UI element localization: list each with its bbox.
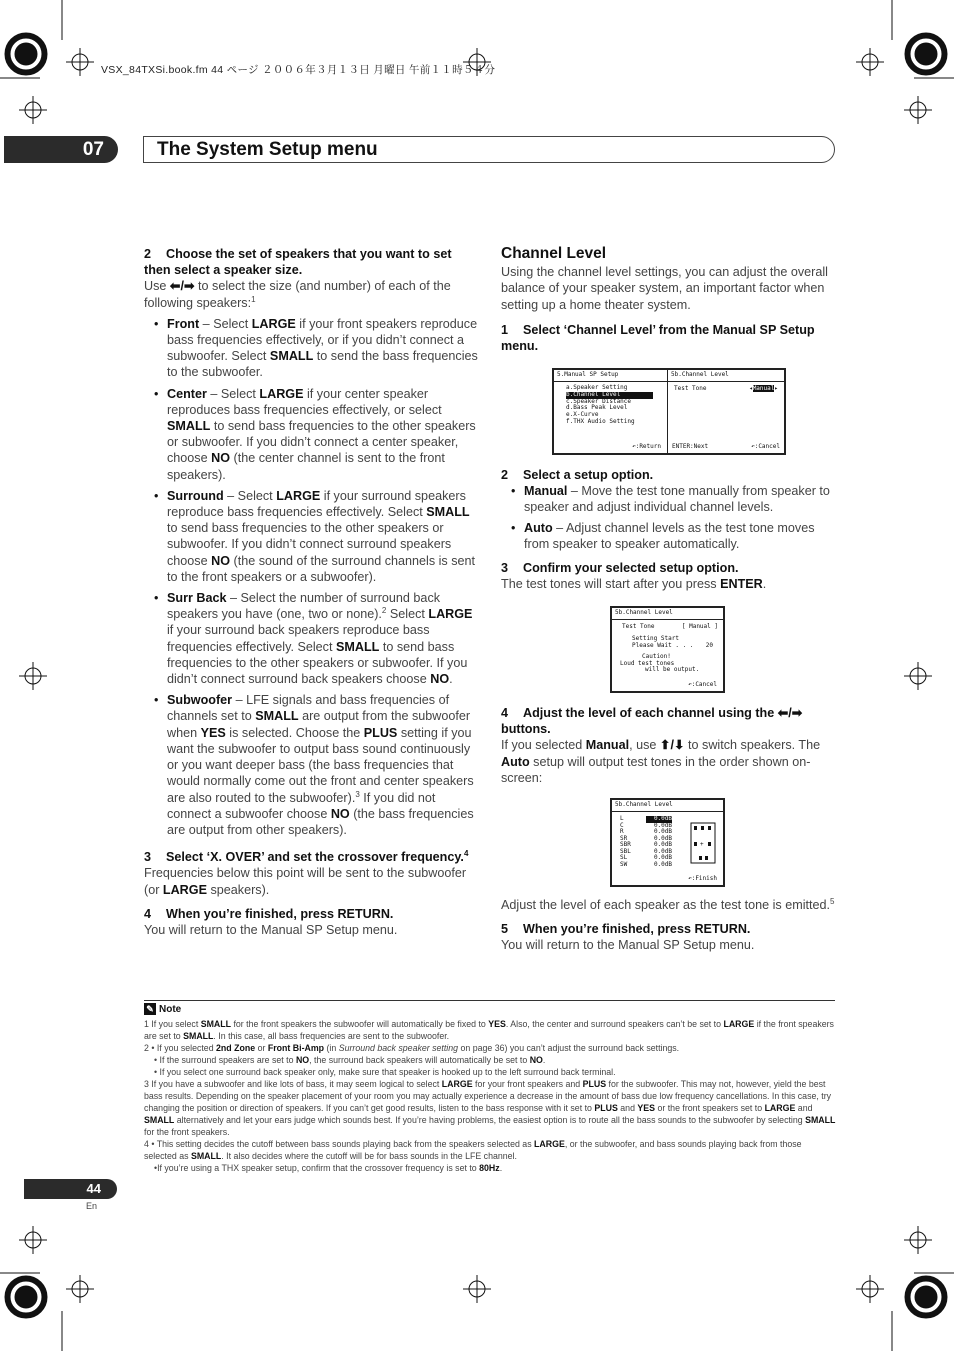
channel-name: SBR [620, 841, 631, 848]
channel-level-value: 0.0dB [653, 860, 672, 868]
step-5-body: You will return to the Manual SP Setup menu. [501, 938, 755, 953]
footnote-1: 1 If you select SMALL for the front speakers the subwoofer will automatically be fixed to YES. Also, the center and surround speakers can’t be set to LARGE if the front speakers are set to SMALL. In this case, all bass frequencies are sent to the subwoofer. [144, 1019, 834, 1041]
registration-starburst-top-left [5, 33, 47, 75]
adjust-paragraph: Adjust the level of each speaker as the test tone is emitted.$^5$ [501, 896, 835, 912]
chapter-title: The System Setup menu [143, 136, 835, 163]
osd-finish: ↶:Finish [688, 875, 717, 882]
channel-name: SBL [620, 847, 631, 855]
osd-channel-level-adjust [610, 798, 725, 887]
osd-cancel: ↶:Cancel [688, 681, 717, 688]
note-icon: ✎ [144, 1003, 156, 1015]
list-item-manual: • Manual – Move the test tone manually from speaker to speaker and adjust individual channel levels. [501, 483, 835, 515]
osd-message [612, 630, 723, 649]
osd-text: Setting Start [632, 635, 679, 642]
list-item-auto: • Auto – Adjust channel levels as the test tone moves from speaker to speaker automatically. [501, 520, 835, 552]
registration-starburst-bottom-right [905, 1276, 947, 1318]
list-item-center: • Center – Select LARGE if your center speaker reproduces bass frequencies effectively, or select SMALL to send bass frequencies to the other speakers or subwoofer. If you didn’t connect a center speaker, choose NO (the center channel is sent to the front speakers). [144, 386, 478, 483]
osd-return: ↶:Return [632, 443, 661, 450]
channel-name: C [620, 821, 624, 829]
step-3-body: Frequencies below this point will be sent to the subwoofer (or LARGE speakers). [144, 866, 467, 897]
osd-menu-item-selected: b.Channel Level [566, 392, 653, 399]
osd-channel-level-start [610, 606, 725, 693]
step-2-heading: 2 Select a setup option. [501, 468, 654, 482]
osd-title: 5b.Channel Level [612, 800, 723, 812]
arrow-up-down-icon: ⬆/⬇ [659, 738, 685, 753]
footnote-4a: 4 • This setting decides the cutoff between bass sounds playing back from the speakers selected as LARGE, or the subwoofer, and bass sounds playing back from those selected as SMALL. It also decides where the cutoff will be for bass sounds in the LFE channel. [144, 1139, 802, 1161]
return-icon: ↶ [751, 443, 755, 450]
channel-name: L [620, 815, 624, 822]
footnote-2c: • If you select one surround back speaker only, make sure that speaker is hooked up to the left surround back terminal. [154, 1067, 616, 1077]
return-icon: ↶ [632, 443, 636, 450]
return-icon: ↶ [688, 875, 692, 882]
right-column-bottom [501, 897, 835, 954]
osd-menu-item: d.Bass Peak Level [566, 404, 628, 412]
osd-title: 5b.Channel Level [612, 608, 723, 620]
channel-name: SR [620, 834, 628, 842]
channel-level-value: 0.0dB [653, 834, 672, 842]
osd-row: Test Tone ◂Manual▸ [674, 385, 778, 392]
footnote-2a: 2 • If you selected 2nd Zone or Front Bi-Amp (in Surround back speaker setting on page 36) you can’t adjust the surround back settings. [144, 1043, 680, 1053]
channel-level-value: 0.0dB [653, 841, 672, 848]
osd-title: 5.Manual SP Setup [554, 370, 667, 382]
step-4-body: You will return to the Manual SP Setup menu. [144, 922, 398, 937]
channel-level-value: 0.0dB [653, 821, 672, 829]
registration-starburst-bottom-left [5, 1276, 47, 1318]
osd-menu-item: a.Speaker Setting [566, 384, 628, 391]
list-item-subwoofer: • Subwoofer – LFE signals and bass frequencies of channels set to SMALL are output from the subwoofer when YES is selected. Choose the PLUS setting if you want the subwoofer to output bass sound continuously or you want deeper bass (the bass frequencies that would normally come out the front and center speakers are also routed to the subwoofer).$^3$ If you did not connect a subwoofer choose NO (the bass frequencies are output from other speakers). [144, 692, 478, 838]
osd-text: Loud test tones [620, 659, 675, 667]
osd-manual-sp-setup [552, 368, 786, 455]
notes-header: ✎ Note [144, 1003, 181, 1015]
step-3-heading: 3 Confirm your selected setup option. [501, 561, 739, 576]
step-1-heading: 1 Select ‘Channel Level’ from the Manual SP Setup menu. [501, 322, 815, 354]
svg-text:+: + [700, 841, 704, 848]
osd-caution [612, 649, 723, 674]
footnotes [144, 1018, 836, 1174]
step-4-heading: 4 When you’re finished, press RETURN. [144, 906, 394, 921]
channel-name: SL [620, 854, 628, 861]
osd-menu-item: c.Speaker Distance [566, 397, 632, 405]
step-3-heading: 3 Select ‘X. OVER’ and set the crossover frequency.$^4$ [144, 848, 469, 865]
right-column-step4 [501, 705, 835, 786]
step-2-heading: 2 Choose the set of speakers that you want to set then select a speaker size. [144, 247, 452, 278]
section-heading-channel-level: Channel Level [501, 245, 607, 262]
channel-level-value: 0.0dB [653, 854, 672, 861]
intro-paragraph: Using the channel level settings, you can adjust the overall balance of your speaker system, an important factor when setting up a home theater system. [501, 265, 828, 312]
channel-level-row [620, 862, 672, 869]
channel-name: R [620, 828, 624, 835]
channel-name: SW [620, 860, 628, 868]
osd-menu-item: f.THX Audio Setting [566, 417, 635, 425]
step-2-body: Use ⬅/➡ to select the size (and number) of each of the following speakers:$^1$ [144, 279, 451, 310]
channel-level-list [620, 816, 672, 868]
list-item-surround: • Surround – Select LARGE if your surround speakers reproduce bass frequencies effectively. Select SMALL to send bass frequencies to the other speakers or subwoofer. If you didn’t connect surround speakers choose NO (the sound of the surround channels is sent to the front speakers or a subwoofer). [144, 488, 478, 585]
file-header: VSX_84TXSi.book.fm 44 ページ ２００６年３月１３日 月曜日 午前１１時５４分 [101, 64, 496, 76]
notes-divider [144, 1000, 835, 1001]
page-language: En [86, 1201, 98, 1211]
registration-starburst-top-right [905, 33, 947, 75]
right-column-mid [501, 467, 835, 592]
return-icon: ↶ [688, 681, 692, 688]
speaker-list [144, 316, 478, 838]
right-column [501, 246, 835, 354]
osd-text: will be output. [645, 666, 700, 673]
footnote-3: 3 If you have a subwoofer and like lots of bass, it may seem logical to select LARGE for your front speakers and PLUS for the subwoofer. This may not, however, yield the best bass results. Depending on the speaker placement of your room you may actually experience a decrease in the amount of bass due low frequency cancellations. In this case, try changing the position or direction of speakers. If you can’t get good results, listen to the bass response with it set to PLUS and YES or the front speakers set to LARGE and SMALL alternatively and let your ears judge which sounds best. If you’re having problems, the easiest option is to route all the bass sounds to the subwoofer by selecting SMALL for the front speakers. [144, 1079, 836, 1137]
list-item-front: • Front – Select LARGE if your front speakers reproduce bass frequencies effectively, or if you didn’t connect a subwoofer. Select SMALL to send the bass frequencies to the subwoofer. [144, 316, 478, 381]
setup-option-list [501, 483, 835, 552]
osd-menu [554, 382, 667, 426]
page-number: 44 [24, 1179, 117, 1199]
step-4-heading: 4 Adjust the level of each channel using the ⬅/➡ buttons. [501, 706, 803, 737]
left-column [144, 246, 478, 938]
step-3-body: The test tones will start after you press ENTER. [501, 577, 767, 592]
step-5-heading: 5 When you’re finished, press RETURN. [501, 922, 751, 937]
footnote-2b: • If the surround speakers are set to NO, the surround back speakers will automatically be set to NO. [154, 1055, 546, 1065]
chapter-number-tab: 07 [4, 136, 118, 163]
osd-menu-item: e.X-Curve [566, 411, 599, 419]
osd-footer: ENTER:Next ↶:Cancel [672, 443, 780, 450]
arrow-left-right-icon: ⬅/➡ [777, 706, 803, 720]
osd-text: Caution! [642, 653, 671, 660]
step-4-body: If you selected Manual, use ⬆/⬇ to switch speakers. The Auto setup will output test tones in the order shown on-screen: [501, 738, 821, 785]
footnote-4b: •If you’re using a THX speaker setup, confirm that the crossover frequency is set to 80Hz. [154, 1163, 503, 1173]
list-item-surr-back: • Surr Back – Select the number of surround back speakers you have (one, two or none).$^2$ Select LARGE if your surround back speakers reproduce bass frequencies effectively. Select SMALL to send bass frequencies to the other speakers or subwoofer. If you didn’t connect surround back speakers choose NO. [144, 590, 478, 687]
osd-text: Please Wait . . . 20 [632, 641, 713, 649]
channel-level-value: 0.0dB [646, 816, 672, 823]
osd-row: Test Tone [ Manual ] [622, 623, 718, 630]
speaker-layout-icon [690, 822, 716, 864]
arrow-left-right-icon: ⬅/➡ [169, 279, 195, 294]
channel-level-value: 0.0dB [653, 828, 672, 835]
osd-title: 5b.Channel Level [668, 370, 784, 382]
channel-level-value: 0.0dB [653, 847, 672, 855]
